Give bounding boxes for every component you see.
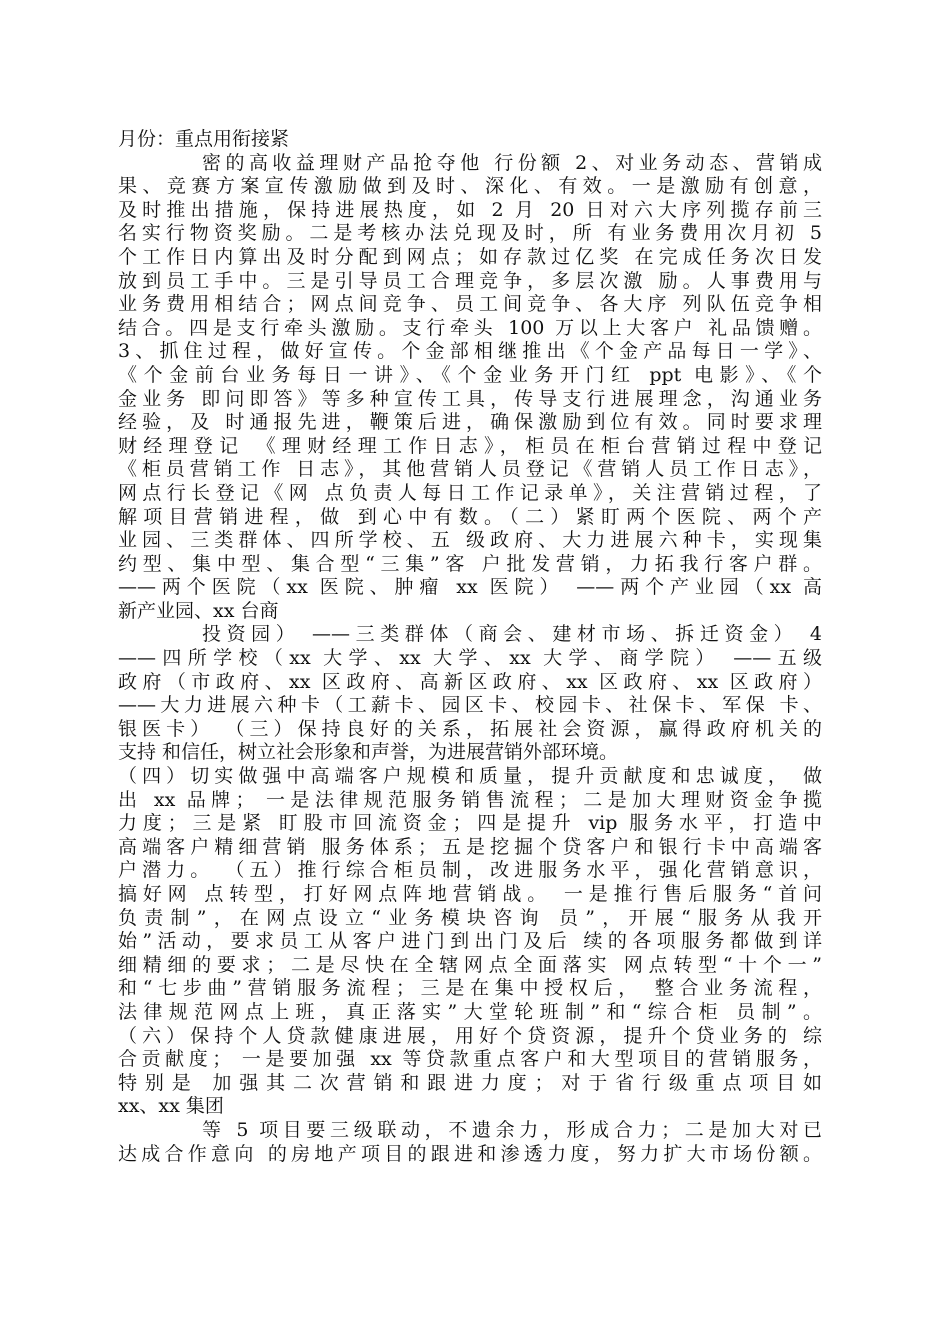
text-line: 政府（市政府、xx 区政府、高新区政府、xx 区政府、xx 区政府） [118, 670, 822, 693]
text-line: 名实行物资奖励。二是考核办法兑现及时，所 有业务费用次月初 5 [118, 222, 822, 245]
text-line: 3、抓住过程，做好宣传。个金部相继推出《个金产品每日一学》、 [118, 340, 822, 363]
text-line: 结合。四是支行牵头激励。支行牵头 100 万以上大客户 礼品馈赠。 [118, 316, 822, 339]
text-line: 果、竞赛方案宣传激励做到及时、深化、有效。一是激励有创意， [118, 175, 822, 198]
text-line: 《柜员营销工作 日志》，其他营销人员登记《营销人员工作日志》， [118, 458, 822, 481]
text-line: 银医卡） （三）保持良好的关系，拓展社会资源，赢得政府机关的 [118, 717, 822, 740]
text-line: 出 xx 品牌； 一是法律规范服务销售流程；二是加大理财资金争揽 [118, 788, 822, 811]
text-line: 高端客户精细营销 服务体系；五是挖掘个贷客户和银行卡中高端客 [118, 835, 822, 858]
text-line: 合贡献度； 一是要加强 xx 等贷款重点客户和大型项目的营销服务， [118, 1048, 822, 1071]
text-line: ——两个医院（xx 医院、肿瘤 xx 医院） ——两个产业园（xx 高 [118, 576, 822, 599]
text-line: 个工作日内算出及时分配到网点；如存款过亿奖 在完成任务次日发 [118, 245, 822, 268]
text-line: 等 5 项目要三级联动，不遗余力，形成合力；二是加大对已 [202, 1118, 822, 1141]
text-line: 金业务 即问即答》等多种宣传工具，传导支行进展理念，沟通业务 [118, 387, 822, 410]
text-line: 及时推出措施，保持进展热度，如 2 月 20 日对六大序列揽存前三 [118, 198, 822, 221]
text-line: xx、xx 集团 [118, 1095, 224, 1118]
text-line: 业园、三类群体、四所学校、五 级政府、大力进展六种卡，实现集 [118, 529, 822, 552]
text-line: 负责制”，在网点设立“业务模块咨询 员”，开展“服务从我开 [118, 906, 822, 929]
text-line: 网点行长登记《网 点负责人每日工作记录单》，关注营销过程，了 [118, 481, 822, 504]
text-line: 密的高收益理财产品抢夺他 行份额 2、对业务动态、营销成 [202, 151, 822, 174]
text-line: 户潜力。 （五）推行综合柜员制，改进服务水平，强化营销意识， [118, 859, 822, 882]
text-line: 《个金前台业务每日一讲》、《个金业务开门红 ppt 电影》、《个 [118, 363, 822, 386]
text-line: 月份：重点用衔接紧 [118, 128, 290, 150]
text-line: ——四所学校（xx 大学、xx 大学、xx 大学、商学院） ——五级 [118, 647, 822, 670]
text-line: 新产业园、xx 台商 [118, 599, 279, 622]
document-body [118, 128, 822, 1166]
text-line: 放到员工手中。三是引导员工合理竞争，多层次激 励。人事费用与 [118, 269, 822, 292]
text-line: 始”活动，要求员工从客户进门到出门及后 续的各项服务都做到详 [118, 930, 822, 953]
text-line: （四）切实做强中高端客户规模和质量，提升贡献度和忠诚度， 做 [118, 765, 822, 788]
text-line: 细精细的要求；二是尽快在全辖网点全面落实 网点转型“十个一” [118, 953, 822, 976]
text-line: 约型、集中型、集合型“三集”客 户批发营销，力拓我行客户群。 [118, 552, 822, 575]
text-line: ——大力进展六种卡（工薪卡、园区卡、校园卡、社保卡、军保 卡、 [118, 694, 822, 717]
text-line: 特别是 加强其二次营销和跟进力度；对于省行级重点项目如 [118, 1071, 822, 1094]
text-line: 解项目营销进程，做 到心中有数。（二）紧盯两个医院、两个产 [118, 505, 822, 528]
text-line: 达成合作意向 的房地产项目的跟进和渗透力度，努力扩大市场份额。 [118, 1142, 822, 1165]
text-line: 支持 和信任，树立社会形象和声誉，为进展营销外部环境。 [118, 741, 619, 764]
text-line: （六）保持个人贷款健康进展，用好个贷资源，提升个贷业务的 综 [118, 1024, 822, 1047]
text-line: 力度；三是紧 盯股市回流资金；四是提升 vip 服务水平，打造中 [118, 812, 822, 835]
text-line: 业务费用相结合；网点间竞争、员工间竞争、各大序 列队伍竞争相 [118, 293, 822, 316]
text-line: 法律规范网点上班，真正落实”大堂轮班制”和“综合柜 员制”。 [118, 1000, 822, 1023]
text-line: 搞好网 点转型，打好网点阵地营销战。 一是推行售后服务“首问 [118, 883, 822, 905]
text-line: 投资园） ——三类群体（商会、建材市场、拆迁资金） 4 [202, 623, 822, 646]
text-line: 财经理登记 《理财经理工作日志》，柜员在柜台营销过程中登记 [118, 434, 822, 457]
text-line: 经验，及 时通报先进，鞭策后进，确保激励到位有效。同时要求理 [118, 411, 822, 434]
text-line: 和“七步曲”营销服务流程；三是在集中授权后， 整合业务流程， [118, 977, 822, 1000]
